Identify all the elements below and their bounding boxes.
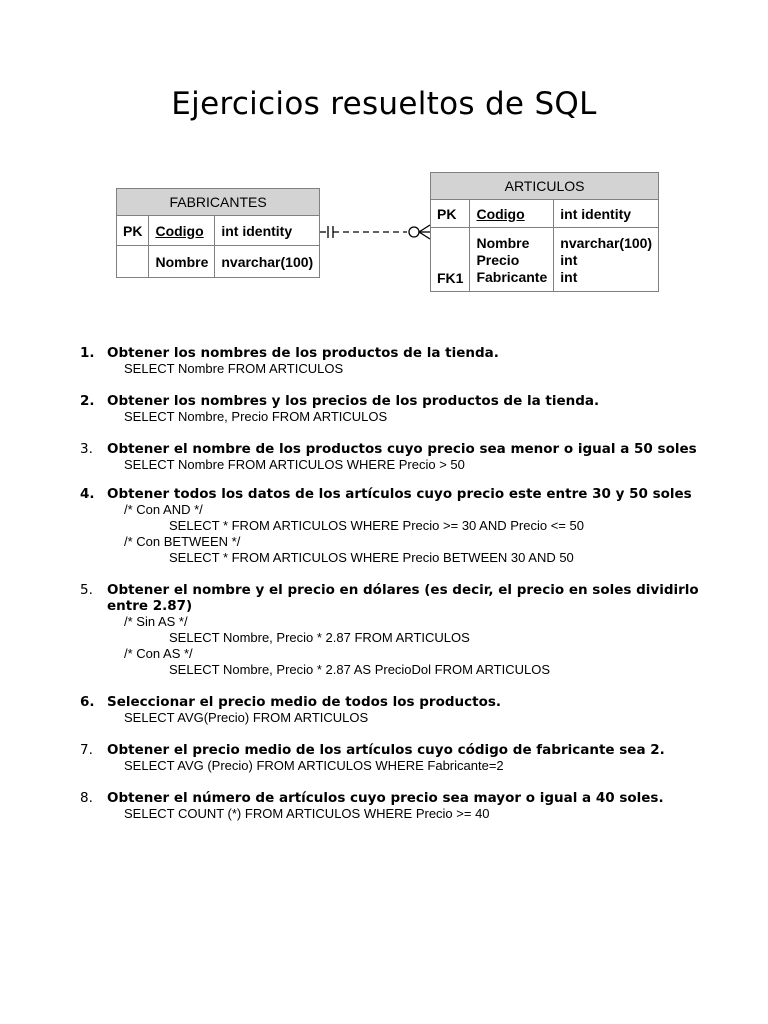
sql-line: SELECT Nombre FROM ARTICULOS xyxy=(124,361,344,376)
exercise-1 xyxy=(80,345,700,377)
relationship-line xyxy=(319,222,430,242)
column-type: int xyxy=(560,251,578,268)
sql-comment: /* Con AS */ xyxy=(124,646,193,661)
crowfoot-icon xyxy=(419,232,430,239)
sql-line: SELECT * FROM ARTICULOS WHERE Precio BETWEEN 30 AND 50 xyxy=(169,550,574,565)
sql-line: SELECT AVG(Precio) FROM ARTICULOS xyxy=(124,710,369,725)
exercise-question: Obtener el precio medio de los artículos cuyo código de fabricante sea 2. xyxy=(107,742,665,758)
fabricantes-table xyxy=(116,188,319,278)
exercise-6 xyxy=(80,694,700,726)
pk-column: Codigo xyxy=(470,200,554,228)
exercise-question: Obtener los nombres y los precios de los productos de la tienda. xyxy=(107,393,600,409)
exercise-question: Obtener el nombre de los productos cuyo precio sea menor o igual a 50 soles xyxy=(107,441,697,457)
column-type: nvarchar(100) xyxy=(215,246,320,278)
articulos-table xyxy=(430,172,657,292)
exercise-number: 5. xyxy=(80,582,93,598)
exercise-number: 3. xyxy=(80,441,93,457)
column-name: Nombre xyxy=(476,234,530,251)
column-name: Nombre xyxy=(149,246,215,278)
sql-line: SELECT * FROM ARTICULOS WHERE Precio >= 30 AND Precio <= 50 xyxy=(169,518,584,533)
exercise-number: 2. xyxy=(80,393,95,409)
exercise-number: 8. xyxy=(80,790,93,806)
sql-comment: /* Con BETWEEN */ xyxy=(124,534,241,549)
table-name: ARTICULOS xyxy=(431,173,659,200)
pk-type: int identity xyxy=(554,200,659,228)
empty-key-cell xyxy=(117,246,149,278)
zero-mark-icon xyxy=(409,227,419,237)
column-type: int xyxy=(560,268,578,285)
exercise-number: 7. xyxy=(80,742,93,758)
sql-comment: /* Sin AS */ xyxy=(124,614,188,629)
column-type: nvarchar(100) xyxy=(560,234,653,251)
exercise-question: Obtener el número de artículos cuyo precio sea mayor o igual a 40 soles. xyxy=(107,790,664,806)
exercise-4 xyxy=(80,486,700,566)
sql-line: SELECT Nombre, Precio FROM ARTICULOS xyxy=(124,409,388,424)
sql-line: SELECT COUNT (*) FROM ARTICULOS WHERE Precio >= 40 xyxy=(124,806,490,821)
sql-comment: /* Con AND */ xyxy=(124,502,203,517)
exercise-list xyxy=(80,345,700,834)
fk-label: FK1 xyxy=(431,228,470,292)
column-name: Fabricante xyxy=(476,268,548,285)
exercise-question: Obtener el nombre y el precio en dólares (es decir, el precio en soles dividirlo entre 2.87) xyxy=(107,582,699,614)
exercise-5 xyxy=(80,582,700,678)
table-name: FABRICANTES xyxy=(117,189,320,216)
exercise-8 xyxy=(80,790,700,822)
crowfoot-icon xyxy=(419,225,430,232)
sql-line: SELECT Nombre FROM ARTICULOS WHERE Precio > 50 xyxy=(124,457,465,472)
page-title: Ejercicios resueltos de SQL xyxy=(171,86,597,122)
pk-label: PK xyxy=(117,216,149,246)
sql-line: SELECT AVG (Precio) FROM ARTICULOS WHERE Fabricante=2 xyxy=(124,758,504,773)
exercise-2 xyxy=(80,393,700,425)
sql-line: SELECT Nombre, Precio * 2.87 FROM ARTICULOS xyxy=(169,630,470,645)
exercise-3 xyxy=(80,441,700,473)
pk-label: PK xyxy=(431,200,470,228)
pk-type: int identity xyxy=(215,216,320,246)
exercise-number: 6. xyxy=(80,694,95,710)
exercise-7 xyxy=(80,742,700,774)
column-names xyxy=(470,228,554,292)
exercise-question: Obtener los nombres de los productos de la tienda. xyxy=(107,345,499,361)
exercise-question: Seleccionar el precio medio de todos los productos. xyxy=(107,694,502,710)
pk-column: Codigo xyxy=(149,216,215,246)
exercise-number: 1. xyxy=(80,345,95,361)
column-name: Precio xyxy=(476,251,520,268)
column-types xyxy=(554,228,659,292)
exercise-question: Obtener todos los datos de los artículos cuyo precio este entre 30 y 50 soles xyxy=(107,486,692,502)
exercise-number: 4. xyxy=(80,486,95,502)
sql-line: SELECT Nombre, Precio * 2.87 AS PrecioDol FROM ARTICULOS xyxy=(169,662,550,677)
